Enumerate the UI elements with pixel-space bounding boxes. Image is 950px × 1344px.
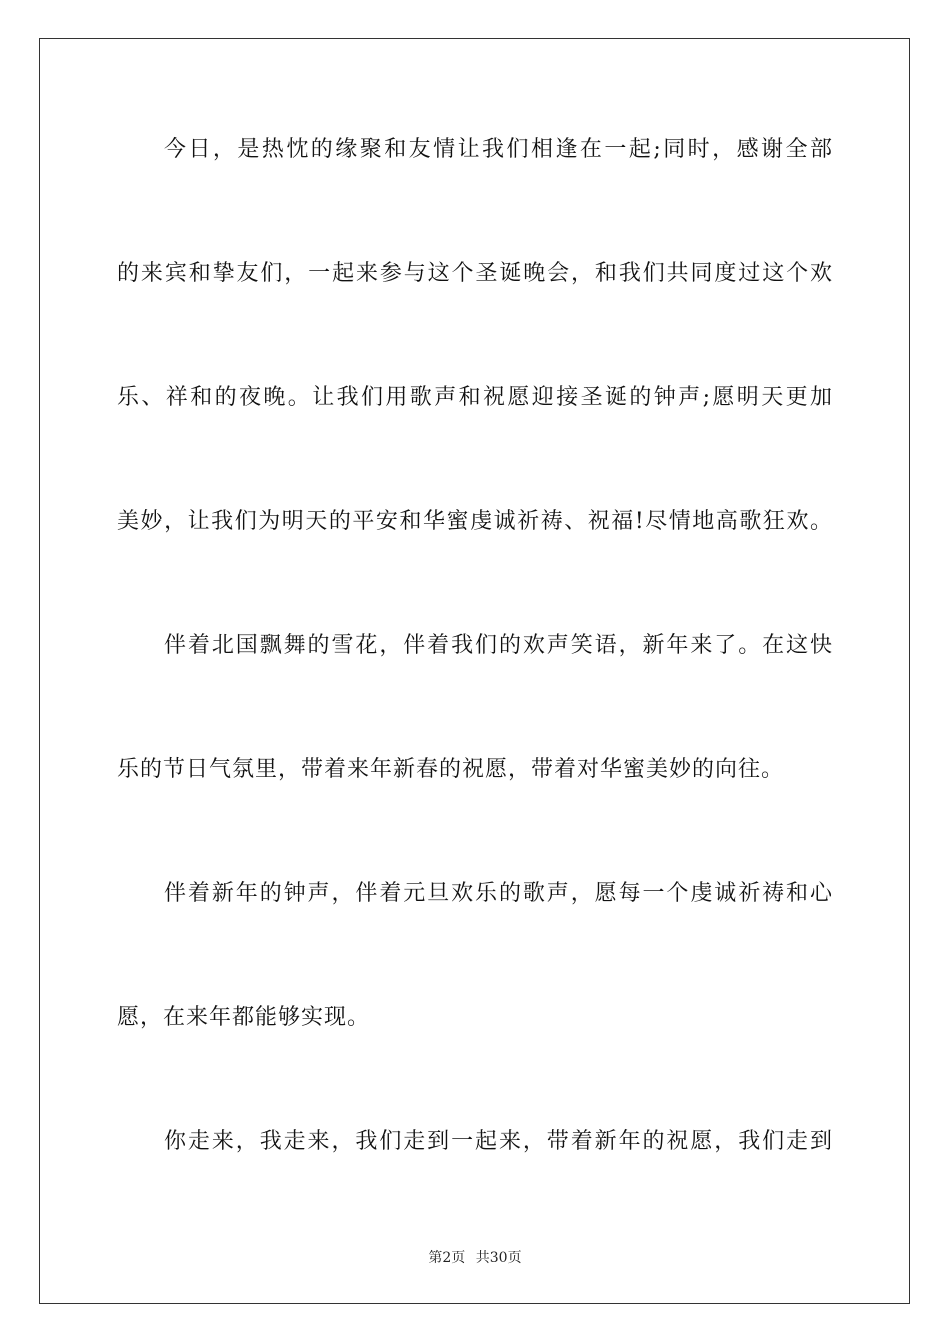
paragraph-2-line-2: 乐的节日气氛里，带着来年新春的祝愿，带着对华蜜美妙的向往。 bbox=[117, 757, 785, 782]
paragraph-1-line-2: 的来宾和挚友们，一起来参与这个圣诞晚会，和我们共同度过这个欢 bbox=[117, 261, 833, 286]
paragraph-1-line-1: 今日，是热忱的缘聚和友情让我们相逢在一起;同时，感谢全部 bbox=[164, 137, 833, 162]
paragraph-3-line-2: 愿，在来年都能够实现。 bbox=[117, 1005, 371, 1030]
page-number: 第2页 bbox=[428, 1250, 466, 1266]
page-footer bbox=[0, 1249, 950, 1267]
total-pages: 共30页 bbox=[475, 1250, 522, 1266]
paragraph-3-line-1: 伴着新年的钟声，伴着元旦欢乐的歌声，愿每一个虔诚祈祷和心 bbox=[164, 881, 833, 906]
paragraph-2-line-1: 伴着北国飘舞的雪花，伴着我们的欢声笑语，新年来了。在这快 bbox=[164, 633, 833, 658]
page-border bbox=[39, 38, 910, 1304]
paragraph-1-line-3: 乐、祥和的夜晚。让我们用歌声和祝愿迎接圣诞的钟声;愿明天更加 bbox=[117, 385, 833, 410]
paragraph-4-line-1: 你走来，我走来，我们走到一起来，带着新年的祝愿，我们走到 bbox=[164, 1129, 833, 1154]
paragraph-1-line-4: 美妙，让我们为明天的平安和华蜜虔诚祈祷、祝福!尽情地高歌狂欢。 bbox=[117, 509, 833, 534]
